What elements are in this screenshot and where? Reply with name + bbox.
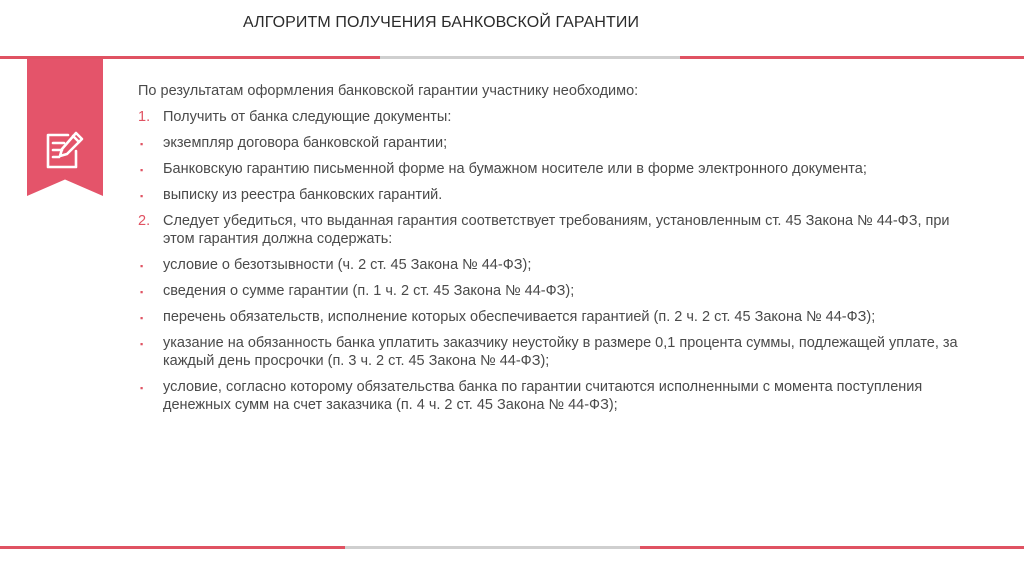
- item-number: 1.: [138, 109, 151, 125]
- bullet-icon: ▪: [140, 139, 144, 149]
- bullet-icon: ▪: [140, 191, 144, 201]
- item-text: выписку из реестра банковских гарантий.: [163, 187, 443, 203]
- bullet-item: [138, 378, 978, 414]
- item-text: экземпляр договора банковской гарантии;: [163, 135, 448, 151]
- item-text: Получить от банка следующие документы:: [163, 109, 452, 125]
- bullet-item: [138, 256, 978, 274]
- bullet-item: [138, 160, 978, 178]
- bullet-icon: ▪: [140, 165, 144, 175]
- bottom-divider: [0, 546, 1024, 549]
- bullet-icon: ▪: [140, 383, 144, 393]
- item-text: Следует убедиться, что выданная гарантия соответствует требованиям, установленным ст. 45 Закона № 44-ФЗ, при этом гарантия должна содержать:: [163, 213, 950, 247]
- item-list: [138, 108, 978, 414]
- numbered-item: [138, 212, 978, 248]
- bullet-icon: ▪: [140, 339, 144, 349]
- slide-title: АЛГОРИТМ ПОЛУЧЕНИЯ БАНКОВСКОЙ ГАРАНТИИ: [243, 14, 640, 31]
- bullet-icon: ▪: [140, 313, 144, 323]
- bullet-item: [138, 134, 978, 152]
- item-text: Банковскую гарантию письменной форме на бумажном носителе или в форме электронного документа;: [163, 161, 867, 177]
- bullet-icon: ▪: [140, 261, 144, 271]
- edit-document-icon: [42, 129, 86, 173]
- item-text: сведения о сумме гарантии (п. 1 ч. 2 ст. 45 Закона № 44-ФЗ);: [163, 283, 575, 299]
- item-text: условие о безотзывности (ч. 2 ст. 45 Закона № 44-ФЗ);: [163, 257, 532, 273]
- item-text: условие, согласно которому обязательства банка по гарантии считаются исполненными с момента поступления денежных сумм на счет заказчика (п. 4 ч. 2 ст. 45 Закона № 44-ФЗ);: [163, 379, 923, 413]
- item-text: указание на обязанность банка уплатить заказчику неустойку в размере 0,1 процента суммы, подлежащей уплате, за каждый день просрочки (п. 3 ч. 2 ст. 45 Закона № 44-ФЗ);: [163, 335, 958, 369]
- top-divider: [0, 56, 1024, 59]
- bullet-item: [138, 334, 978, 370]
- content-area: [138, 82, 978, 422]
- bullet-item: [138, 308, 978, 326]
- numbered-item: [138, 108, 978, 126]
- bullet-item: [138, 186, 978, 204]
- intro-text: По результатам оформления банковской гарантии участнику необходимо:: [138, 83, 639, 99]
- item-text: перечень обязательств, исполнение которых обеспечивается гарантией (п. 2 ч. 2 ст. 45 Закона № 44-ФЗ);: [163, 309, 876, 325]
- item-number: 2.: [138, 213, 151, 229]
- bullet-icon: ▪: [140, 287, 144, 297]
- bookmark-ribbon: [27, 59, 103, 196]
- bullet-item: [138, 282, 978, 300]
